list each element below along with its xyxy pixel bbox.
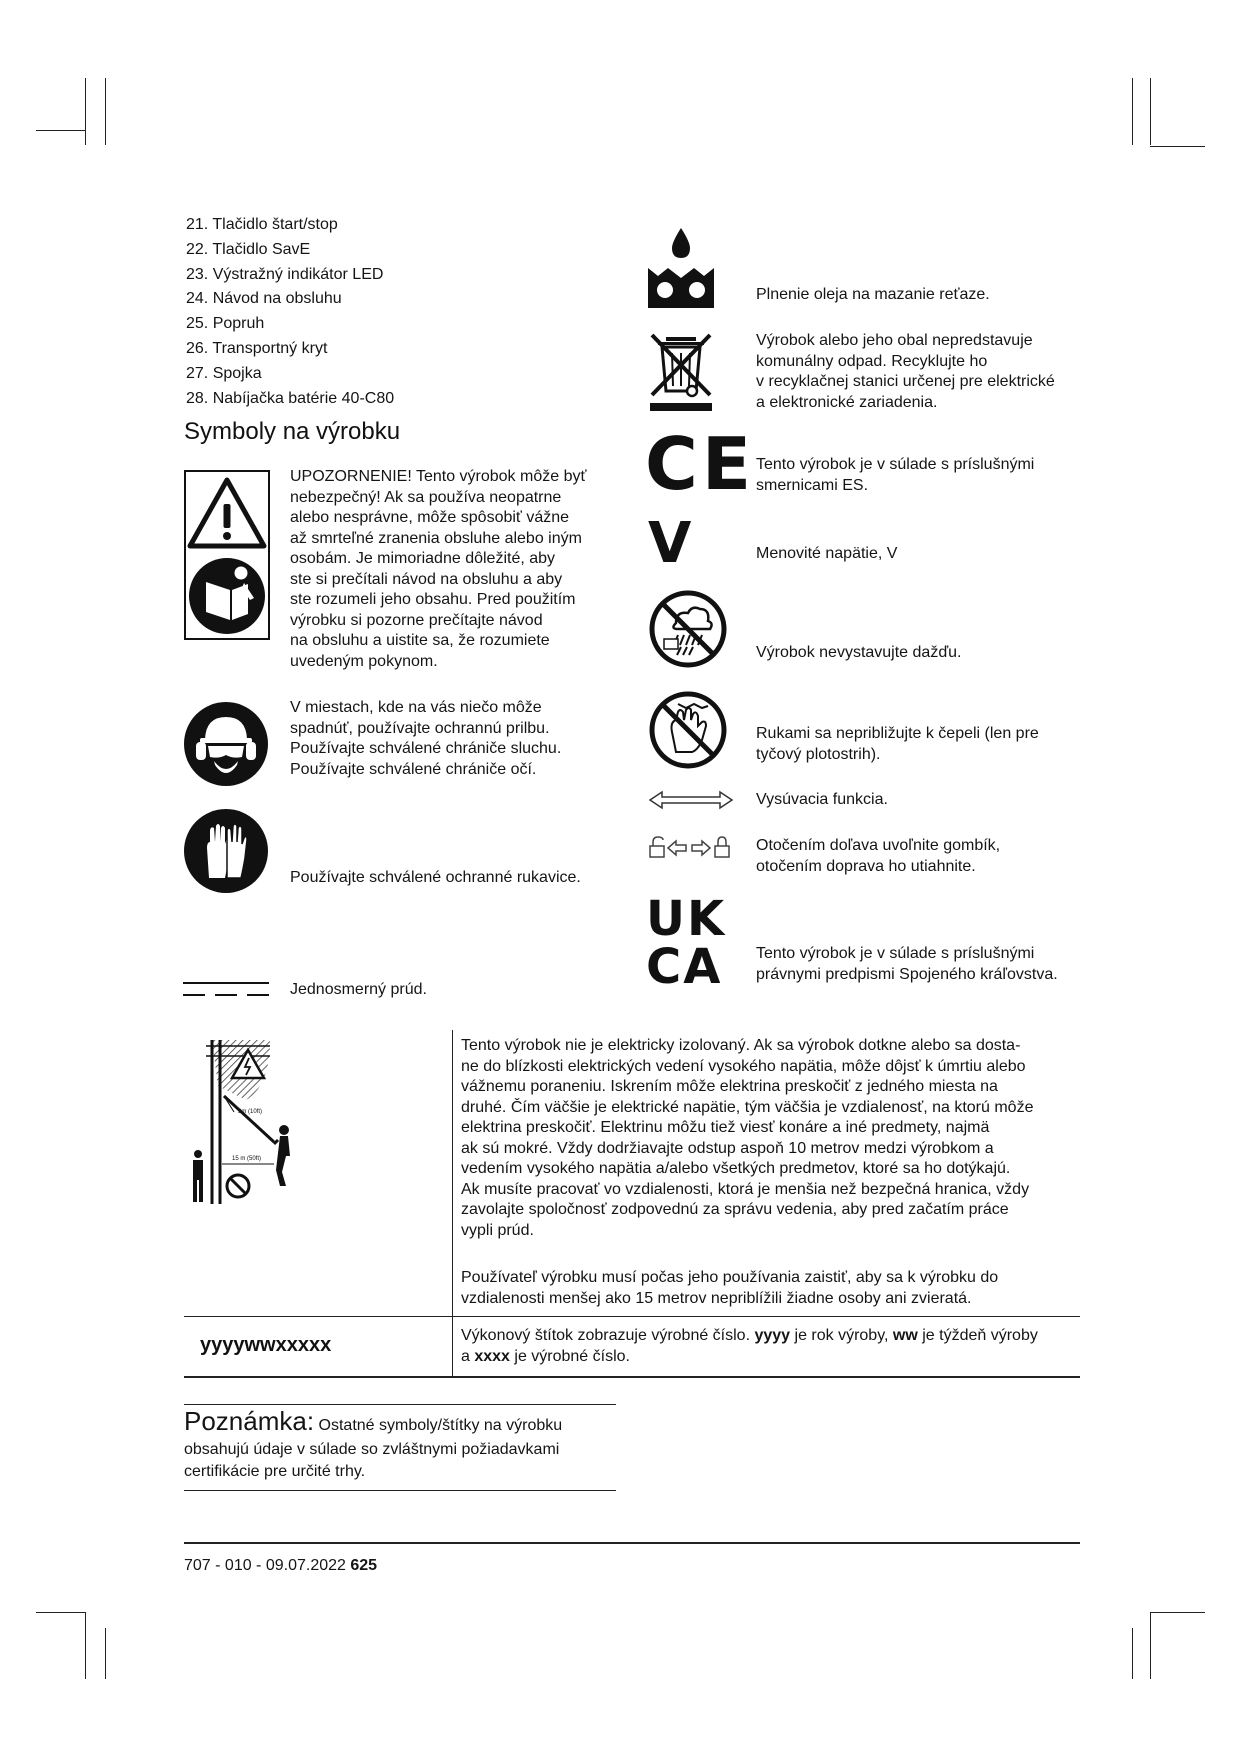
serial-desc-year: yyyy <box>754 1327 791 1344</box>
ce-mark-icon: CE <box>645 422 756 506</box>
gloves-icon <box>183 808 269 894</box>
helmet-text: V miestach, kde na vás niečo môže spadnúť, používajte ochrannú prilbu. Používajte schválené chrániče sluchu. Používajte schválené chrániče očí. <box>290 699 562 778</box>
ce-text: Tento výrobok je v súlade s príslušnými smernicami ES. <box>756 456 1035 494</box>
crop-mark <box>105 78 106 145</box>
chain-oil-icon <box>648 226 714 312</box>
crop-mark <box>36 1612 86 1613</box>
serial-desc-number: xxxx <box>474 1347 510 1365</box>
serial-desc-part: je rok výroby, <box>790 1327 893 1344</box>
list-item: 27. Spojka <box>186 365 262 382</box>
gloves-text: Používajte schválené ochranné rukavice. <box>290 869 581 886</box>
crop-mark <box>1132 78 1133 145</box>
crop-mark <box>1150 146 1205 147</box>
list-item: 24. Návod na obsluhu <box>186 290 342 307</box>
list-item: 25. Popruh <box>186 315 265 332</box>
serial-code: yyyywwxxxxx <box>200 1334 332 1356</box>
weee-text: Výrobok alebo jeho obal nepredstavuje komunálny odpad. Recyklujte ho v recyklačnej stanici určenej pre elektrické a elektronické zariadenia. <box>756 332 1055 411</box>
crop-mark <box>1150 1612 1205 1613</box>
crop-mark <box>85 1612 86 1679</box>
ukca-text: Tento výrobok je v súlade s príslušnými právnymi predpismi Spojeného kráľovstva. <box>756 945 1058 983</box>
ukca-mark-line-1: UK <box>646 891 727 947</box>
knob-lock-unlock-icon <box>648 836 734 860</box>
chain-oil-text: Plnenie oleja na mazanie reťaze. <box>756 286 990 303</box>
ukca-mark-line-2: CA <box>646 939 723 995</box>
voltage-text: Menovité napätie, V <box>756 545 898 562</box>
high-voltage-warning-text: Tento výrobok nie je elektricky izolovaný. Ak sa výrobok dotkne alebo sa dosta- ne do blízkosti elektrických vedení vysokého napätia, môže dôjsť k úmrtiu alebo vážnemu poraneniu. Iskrením môže elektrina preskočiť z jedného miesta na druhé. Čím väčšie je elektrické napätie, tým väčšia je vzdialenosť, na ktorú môže elektrina preskočiť. Elektrinu môžu tiež viesť konáre a iné predmety, najmä ak sú mokré. Vždy dodržiavajte odstup aspoň 10 metrov medzi výrobkom a vedením vysokého napätia a/alebo všetkých predmetov, ktoré sa ho dotýkajú. Ak musíte pracovať vo vzdialenosti, ktorá je menšia než bezpečná hranica, vždy zavolajte spoločnosť zodpovednú za správu vedenia, aby pred začatím práce vypli prúd. <box>461 1037 1034 1239</box>
ukca-mark-icon <box>646 891 736 995</box>
keep-hands-away-icon <box>648 690 728 770</box>
serial-desc-part: je týždeň výroby a <box>461 1327 1038 1365</box>
footer-code: 707 - 010 - 09.07.2022 <box>184 1557 346 1574</box>
section-title: Symboly na výrobku <box>184 418 401 445</box>
list-item: 28. Nabíjačka batérie 40-C80 <box>186 390 395 407</box>
list-item: 26. Transportný kryt <box>186 340 328 357</box>
no-rain-icon <box>648 589 728 669</box>
list-item: 21. Tlačidlo štart/stop <box>186 216 338 233</box>
note-top-border <box>184 1404 616 1405</box>
direct-current-icon <box>183 980 269 1000</box>
serial-desc-part: Výkonový štítok zobrazuje výrobné číslo. <box>461 1327 755 1344</box>
serial-desc-part: je výrobné číslo. <box>509 1347 630 1365</box>
page-number: 625 <box>350 1557 378 1574</box>
telescopic-arrow-icon <box>648 790 734 810</box>
serial-description <box>461 1326 1038 1367</box>
distance-label-10ft: 3m (10ft) <box>238 1109 263 1115</box>
crop-mark <box>1150 78 1151 145</box>
warning-text: UPOZORNENIE! Tento výrobok môže byť nebezpečný! Ak sa používa neopatrne alebo nesprávne, môže spôsobiť vážne až smrteľné zranenia obsluhe alebo iným osobám. Je mimoriadne dôležité, aby ste si prečítali návod na obsluhu a aby ste rozumeli jeho obsahu. Pred použitím výrobku si pozorne prečítajte návod na obsluhu a uistite sa, že rozumiete uvedeným pokynom. <box>290 468 587 670</box>
helmet-ear-eye-protection-icon <box>183 701 269 787</box>
note-block <box>184 1406 563 1437</box>
distance-label-50ft: 15 m (50ft) <box>232 1156 262 1162</box>
no-rain-text: Výrobok nevystavujte dažďu. <box>756 644 962 661</box>
crop-mark <box>105 1628 106 1679</box>
voltage-icon: V <box>648 511 692 576</box>
table-bottom-border <box>184 1376 1080 1378</box>
list-item: 22. Tlačidlo SavE <box>186 241 311 258</box>
weee-bin-icon <box>648 331 714 413</box>
note-text: obsahujú údaje v súlade so zvláštnymi požiadavkami certifikácie pre určité trhy. <box>184 1441 560 1480</box>
distance-warning-text: Používateľ výrobku musí počas jeho používania zaistiť, aby sa k výrobku do vzdialenosti menšej ako 15 metrov nepriblížili žiadne osoby ani zvieratá. <box>461 1269 999 1307</box>
crop-mark <box>36 130 86 131</box>
warning-read-manual-icon <box>184 470 270 640</box>
knob-text: Otočením doľava uvoľnite gombík, otočením doprava ho utiahnite. <box>756 837 1001 875</box>
footer <box>184 1556 377 1577</box>
footer-rule <box>184 1542 1080 1544</box>
keep-hands-away-text: Rukami sa nepribližujte k čepeli (len pre tyčový plotostrih). <box>756 725 1039 763</box>
table-divider-horizontal <box>184 1316 1080 1317</box>
crop-mark <box>85 78 86 145</box>
direct-current-text: Jednosmerný prúd. <box>290 981 427 998</box>
note-text-line-1: Ostatné symboly/štítky na výrobku <box>314 1417 563 1434</box>
crop-mark <box>1132 1628 1133 1679</box>
high-voltage-distance-icon <box>190 1036 320 1208</box>
note-label: Poznámka: <box>184 1406 315 1436</box>
crop-mark <box>1150 1612 1151 1679</box>
list-item: 23. Výstražný indikátor LED <box>186 266 384 283</box>
serial-desc-week: ww <box>892 1327 918 1344</box>
table-divider-vertical <box>452 1030 453 1376</box>
telescopic-text: Vysúvacia funkcia. <box>756 791 888 808</box>
note-bottom-border <box>184 1490 616 1491</box>
